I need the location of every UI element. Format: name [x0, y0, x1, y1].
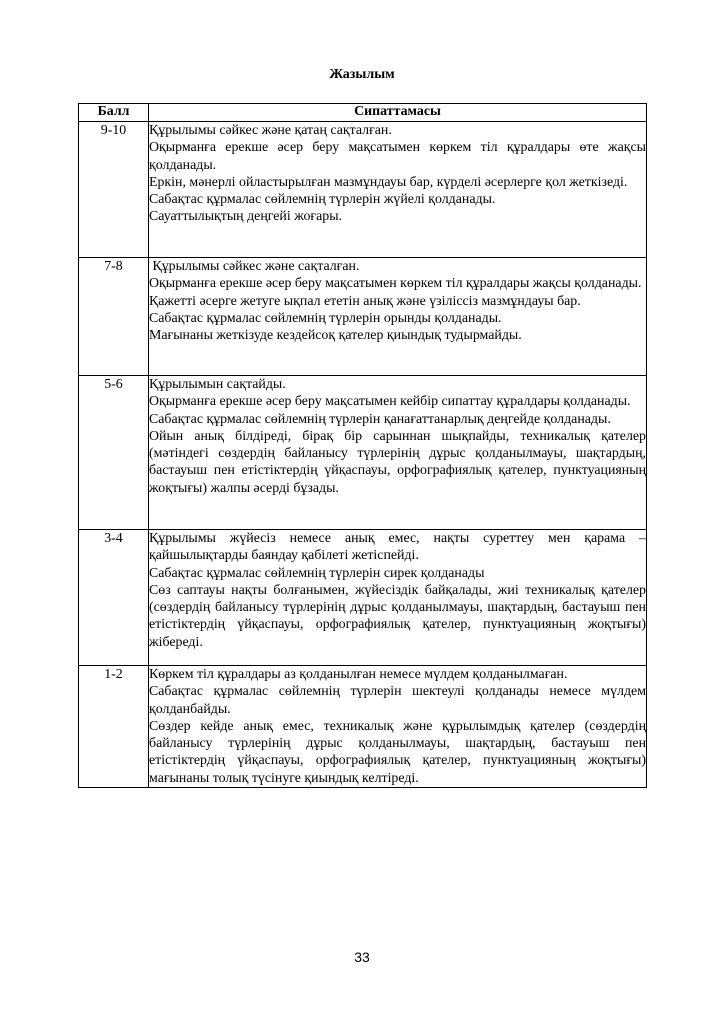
- header-score: Балл: [79, 104, 149, 122]
- description-line: Сабақтас құрмалас сөйлемнің түрлерін жүйелі қолданады.: [149, 192, 496, 208]
- description-line: Құрылымын сақтайды.: [149, 377, 286, 392]
- table-row: [79, 666, 647, 788]
- description-line: Оқырманға ерекше әсер беру мақсатымен кейбір сипаттау құралдары қолданады.: [149, 394, 631, 410]
- description-line: Еркін, мәнерлі ойластырылған мазмұндауы бар, күрделі әсерлерге қол жеткізеді.: [149, 174, 628, 190]
- description-cell: [149, 258, 647, 376]
- score-cell: 9-10: [79, 122, 149, 258]
- description-cell: [149, 122, 647, 258]
- description-line: Сауаттылықтың деңгейі жоғары.: [149, 209, 343, 225]
- description-cell: [149, 376, 647, 530]
- description-line: Құрылымы сәйкес және сақталған.: [149, 259, 360, 274]
- table-row: [79, 258, 647, 376]
- description-line: Қажетті әсерге жетуге ықпал ететін анық және үзіліссіз мазмұндауы бар.: [149, 293, 581, 309]
- table-row: [79, 122, 647, 258]
- description-cell: [149, 666, 647, 788]
- description-line: Құрылымы жүйесіз немесе анық емес, нақты суреттеу мен қарама – қайшылықтарды баяндау қабілеті жетіспейді.: [149, 531, 646, 564]
- table-header-row: [79, 104, 647, 122]
- description-line: Сабақтас құрмалас сөйлемнің түрлерін орынды қолданады.: [149, 310, 502, 326]
- table-row: [79, 376, 647, 530]
- table-row: [79, 530, 647, 666]
- description-line: Сөз саптауы нақты болғанымен, жүйесіздік байқалады, жиі техникалық қателер (сөздердің байланысу түрлерінің дұрыс қолданылмауы, шақтардың, бастауыш пен етістіктердің үйқаспауы, орфографиялық қателер, пунктуацияның жоқтығы) жібереді.: [149, 582, 646, 650]
- description-line: Мағынаны жеткізуде кездейсоқ қателер қиындық тудырмайды.: [149, 328, 522, 344]
- description-line: Көркем тіл құралдары аз қолданылған немесе мүлдем қолданылмаған.: [149, 667, 568, 682]
- description-cell: [149, 530, 647, 666]
- rubric-table: [78, 103, 647, 788]
- description-line: Ойын анық білдіреді, бірақ бір сарыннан шықпайды, техникалық қателер (мәтіндегі сөздердің байланысу түрлерінің дұрыс қолданылмауы, шақтардың, бастауыш пен етістіктердің үйқаспауы, орфографиялық қателер, пунктуацияның жоқтығы) жалпы әсерді бұзады.: [149, 428, 646, 496]
- page-title: Жазылым: [329, 67, 395, 82]
- description-line: Сабақтас құрмалас сөйлемнің түрлерін шектеулі қолданады немесе мүлдем қолданбайды.: [149, 684, 646, 717]
- description-line: Сабақтас құрмалас сөйлемнің түрлерін сирек қолданады: [149, 565, 485, 581]
- description-line: Оқырманға ерекше әсер беру мақсатымен көркем тіл құралдары жақсы қолданады.: [149, 276, 642, 292]
- score-cell: 3-4: [79, 530, 149, 666]
- page-number: 33: [354, 949, 370, 965]
- description-line: Құрылымы сәйкес және қатаң сақталған.: [149, 123, 392, 138]
- description-line: Оқырманға ерекше әсер беру мақсатымен көркем тіл құралдары өте жақсы қолданады.: [149, 140, 646, 173]
- score-cell: 7-8: [79, 258, 149, 376]
- score-cell: 1-2: [79, 666, 149, 788]
- description-line: Сөздер кейде анық емес, техникалық және құрылымдық қателер (сөздердің байланысу түрлерінің дұрыс қолданылмауы, шақтардың, бастауыш пен етістіктердің үйқаспауы, орфографиялық қателер, пунктуацияның жоқтығы) мағынаны толық түсінуге қиындық келтіреді.: [149, 718, 646, 786]
- description-line: Сабақтас құрмалас сөйлемнің түрлерін қанағаттанарлық деңгейде қолданады.: [149, 411, 611, 427]
- header-description: Сипаттамасы: [149, 104, 647, 122]
- score-cell: 5-6: [79, 376, 149, 530]
